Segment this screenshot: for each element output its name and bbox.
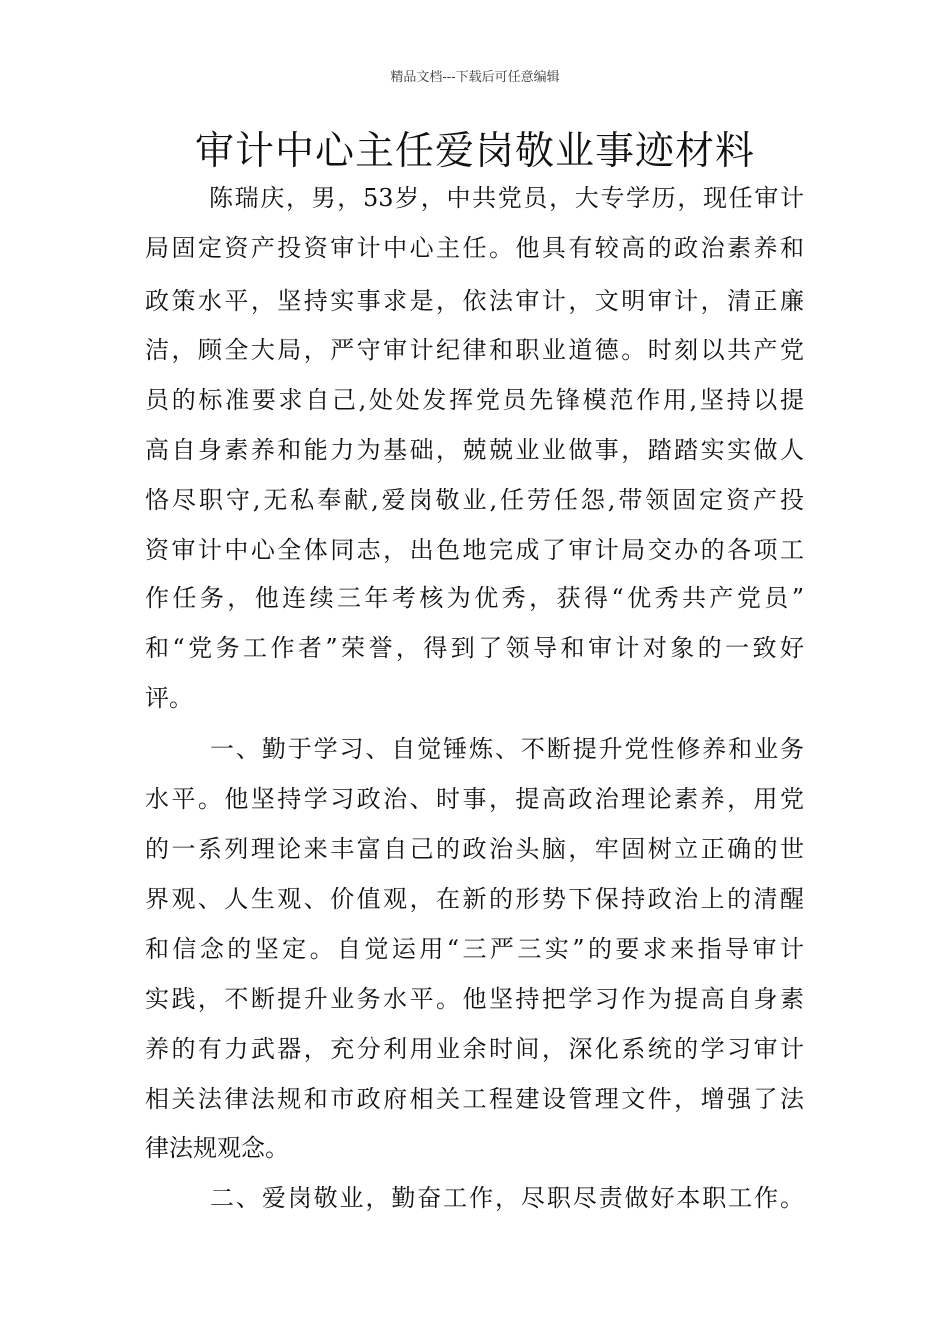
paragraph-line: 的一系列理论来丰富自己的政治头脑，牢固树立正确的世 <box>145 835 804 863</box>
paragraph-line: 一、勤于学习、自觉锤炼、不断提升党性修养和业务 <box>210 735 804 763</box>
paragraph-line: 洁，顾全大局，严守审计纪律和职业道德。时刻以共产党 <box>145 336 804 364</box>
paragraph-line: 二、爱岗敬业，勤奋工作，尽职尽责做好本职工作。 <box>210 1184 804 1212</box>
paragraph-line: 界观、人生观、价值观，在新的形势下保持政治上的清醒 <box>145 885 804 913</box>
paragraph-line: 作任务，他连续三年考核为优秀，获得“优秀共产党员” <box>145 584 804 612</box>
paragraph-line: 相关法律法规和市政府相关工程建设管理文件，增强了法 <box>145 1085 804 1113</box>
paragraph-line: 养的有力武器，充分利用业余时间，深化系统的学习审计 <box>145 1035 804 1063</box>
paragraph-line: 陈瑞庆，男，53岁，中共党员，大专学历，现任审计 <box>209 184 804 212</box>
paragraph-line: 评。 <box>145 684 193 712</box>
document-title: 审计中心主任爱岗敬业事迹材料 <box>194 129 755 174</box>
paragraph-line: 恪尽职守,无私奉献,爱岗敬业,任劳任怨,带领固定资产投 <box>145 486 804 514</box>
paragraph-line: 和信念的坚定。自觉运用“三严三实”的要求来指导审计 <box>145 935 804 963</box>
paragraph-line: 员的标准要求自己,处处发挥党员先锋模范作用,坚持以提 <box>145 386 804 414</box>
paragraph-line: 高自身素养和能力为基础，兢兢业业做事，踏踏实实做人 <box>145 436 804 464</box>
paragraph-line: 局固定资产投资审计中心主任。他具有较高的政治素养和 <box>145 234 804 262</box>
paragraph-line: 政策水平，坚持实事求是，依法审计，文明审计，清正廉 <box>145 287 804 315</box>
page-header-note: 精品文档---下载后可任意编辑 <box>390 70 560 85</box>
paragraph-line: 律法规观念。 <box>145 1134 289 1162</box>
paragraph-line: 和“党务工作者”荣誉，得到了领导和审计对象的一致好 <box>145 634 804 662</box>
paragraph-line: 水平。他坚持学习政治、时事，提高政治理论素养，用党 <box>145 785 804 813</box>
paragraph-line: 实践，不断提升业务水平。他坚持把学习作为提高自身素 <box>145 985 804 1013</box>
paragraph-line: 资审计中心全体同志，出色地完成了审计局交办的各项工 <box>145 536 804 564</box>
